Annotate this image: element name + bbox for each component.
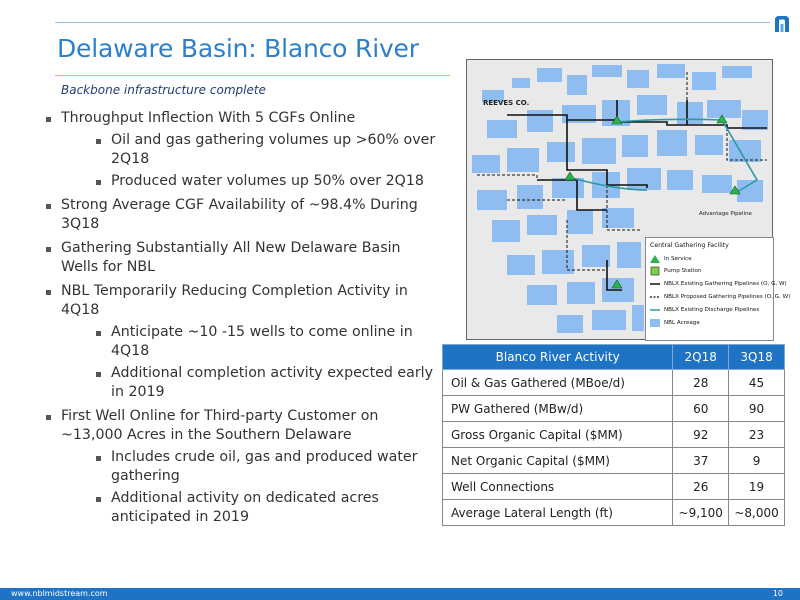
row-label: Average Lateral Length (ft): [443, 500, 673, 526]
pipeline-label: Advantage Pipeline: [699, 211, 752, 217]
table-row: [443, 396, 785, 422]
bullet-item: Gathering Substantially All New Delaware Basin Wells for NBL: [44, 239, 439, 277]
page-number: 10: [772, 589, 783, 598]
existing-pipeline-line-icon: [650, 280, 660, 288]
county-label: REEVES CO.: [483, 99, 530, 107]
map-legend: [645, 237, 791, 341]
cell-2q18: 37: [673, 448, 729, 474]
legend-item: In Service: [650, 254, 692, 264]
cell-2q18: ~9,100: [673, 500, 729, 526]
top-rule: [55, 22, 770, 23]
row-label: Oil & Gas Gathered (MBoe/d): [443, 370, 673, 396]
column-header: Blanco River Activity: [443, 345, 673, 370]
activity-table: [442, 344, 785, 526]
row-label: PW Gathered (MBw/d): [443, 396, 673, 422]
table-row: [443, 500, 785, 526]
table-header-row: [443, 345, 785, 370]
cell-3q18: 23: [729, 422, 785, 448]
discharge-pipeline-line-icon: [650, 306, 660, 314]
cell-2q18: 26: [673, 474, 729, 500]
cell-2q18: 60: [673, 396, 729, 422]
row-label: Well Connections: [443, 474, 673, 500]
legend-item: Pump Station: [650, 266, 702, 276]
pump-station-icon: [650, 267, 660, 275]
legend-item: NBLX Proposed Gathering Pipelines (O, G, W): [650, 292, 790, 302]
legend-item: NBLX Existing Gathering Pipelines (O, G, W): [650, 279, 787, 289]
column-header: 3Q18: [729, 345, 785, 370]
column-header: 2Q18: [673, 345, 729, 370]
bullet-item: Strong Average CGF Availability of ~98.4% During 3Q18: [44, 196, 439, 234]
row-label: Gross Organic Capital ($MM): [443, 422, 673, 448]
legend-title: Central Gathering Facility: [650, 242, 729, 249]
company-logo-icon: [773, 14, 791, 34]
sub-bullet-item: Additional completion activity expected early in 2019: [44, 364, 439, 402]
sub-bullet-item: Oil and gas gathering volumes up >60% over 2Q18: [44, 131, 439, 169]
cell-2q18: 92: [673, 422, 729, 448]
page-title: Delaware Basin: Blanco River: [57, 34, 419, 63]
bullet-list: [44, 104, 439, 527]
sub-bullet-item: Additional activity on dedicated acres anticipated in 2019: [44, 489, 439, 527]
in-service-icon: [650, 255, 660, 263]
table-row: [443, 370, 785, 396]
infrastructure-map: [466, 59, 791, 340]
legend-item: NBLX Existing Discharge Pipelines: [650, 305, 759, 315]
bullet-item: NBL Temporarily Reducing Completion Activity in 4Q18: [44, 282, 439, 320]
table-row: [443, 448, 785, 474]
sub-bullet-item: Includes crude oil, gas and produced water gathering: [44, 448, 439, 486]
table-row: [443, 474, 785, 500]
footer-bar: [0, 588, 800, 600]
table-row: [443, 422, 785, 448]
acreage-swatch-icon: [650, 319, 660, 327]
cell-2q18: 28: [673, 370, 729, 396]
sub-bullet-item: Produced water volumes up 50% over 2Q18: [44, 172, 439, 191]
proposed-pipeline-line-icon: [650, 293, 660, 301]
page-subtitle: Backbone infrastructure complete: [61, 83, 266, 97]
cell-3q18: 19: [729, 474, 785, 500]
title-rule: [55, 75, 450, 76]
cell-3q18: 9: [729, 448, 785, 474]
sub-bullet-item: Anticipate ~10 -15 wells to come online in 4Q18: [44, 323, 439, 361]
row-label: Net Organic Capital ($MM): [443, 448, 673, 474]
footer-url-link[interactable]: www.nblmidstream.com: [11, 589, 108, 598]
cell-3q18: 90: [729, 396, 785, 422]
cell-3q18: ~8,000: [729, 500, 785, 526]
bullet-item: Throughput Inflection With 5 CGFs Online: [44, 109, 439, 128]
legend-item: NBL Acreage: [650, 318, 700, 328]
bullet-item: First Well Online for Third-party Customer on ~13,000 Acres in the Southern Delaware: [44, 407, 439, 445]
cell-3q18: 45: [729, 370, 785, 396]
